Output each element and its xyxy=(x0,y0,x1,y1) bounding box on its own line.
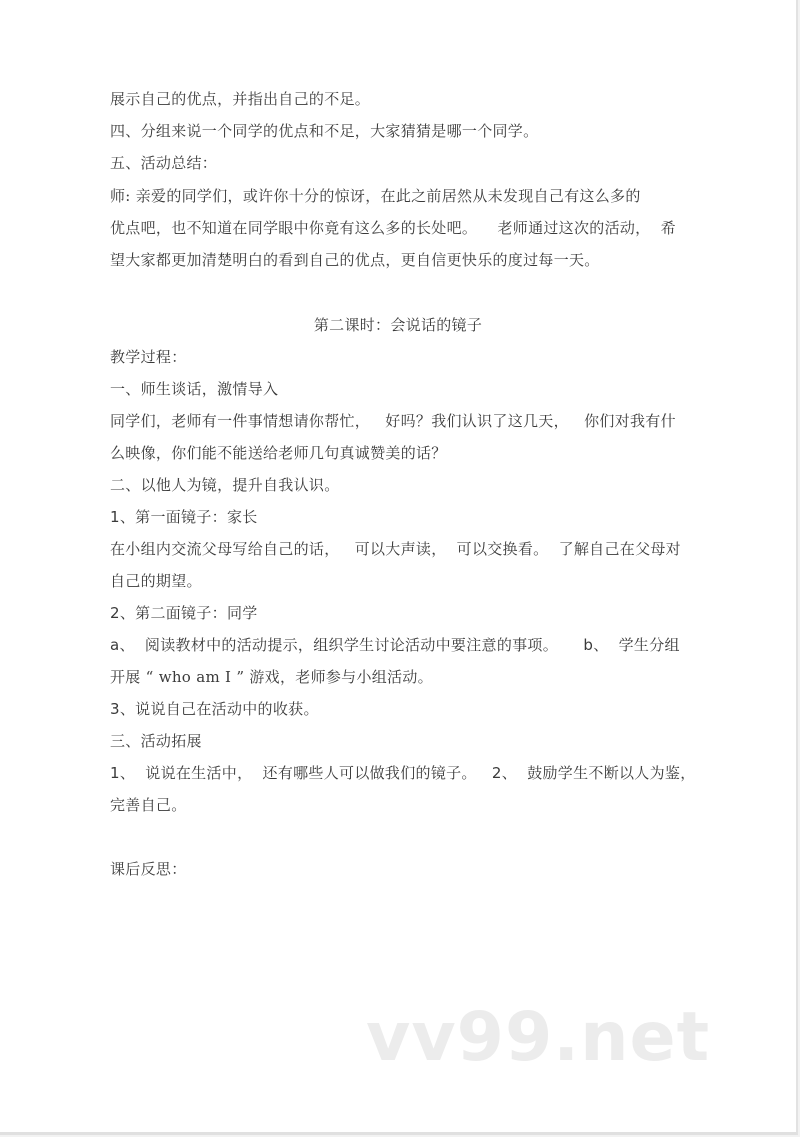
text-line: 优点吧，也不知道在同学眼中你竟有这么多的长处吧。 老师通过这次的活动， 希 xyxy=(110,219,676,237)
section-two-heading: 二、以他人为镜，提升自我认识。 xyxy=(110,476,340,494)
text-line: 开展 “ who am I ” 游戏，老师参与小组活动。 xyxy=(110,668,433,686)
section-three-heading: 三、活动拓展 xyxy=(110,732,202,750)
section-five-heading: 五、活动总结： xyxy=(110,154,218,172)
mirror-one-heading: 1、第一面镜子：家长 xyxy=(110,508,258,526)
section-four-heading: 四、分组来说一个同学的优点和不足，大家猜猜是哪一个同学。 xyxy=(110,122,539,140)
text-line: 3、说说自己在活动中的收获。 xyxy=(110,700,319,718)
reflection-label: 课后反思： xyxy=(110,860,187,878)
text-line: 师: 亲爱的同学们，或许你十分的惊讶，在此之前居然从未发现自己有这么多的 xyxy=(110,187,641,205)
text-line: 完善自己。 xyxy=(110,796,187,814)
mirror-two-heading: 2、第二面镜子：同学 xyxy=(110,604,258,622)
text-line: 同学们，老师有一件事情想请你帮忙， 好吗？我们认识了这几天， 你们对我有什 xyxy=(110,412,676,430)
teaching-process-label: 教学过程： xyxy=(110,348,187,366)
text-line: 自己的期望。 xyxy=(110,572,202,590)
lesson-title: 第二课时：会说话的镜子 xyxy=(313,316,483,334)
section-one-heading: 一、师生谈话，激情导入 xyxy=(110,380,279,398)
text-line: a、 阅读教材中的活动提示，组织学生讨论活动中要注意的事项。 b、 学生分组 xyxy=(110,636,680,654)
text-line: 1、 说说在生活中， 还有哪些人可以做我们的镜子。 2、 鼓励学生不断以人为鉴， xyxy=(110,764,696,782)
text-line: 在小组内交流父母写给自己的话， 可以大声读， 可以交换看。 了解自己在父母对 xyxy=(110,540,681,558)
text-line: 展示自己的优点，并指出自己的不足。 xyxy=(110,90,371,108)
text-line: 望大家都更加清楚明白的看到自己的优点，更自信更快乐的度过每一天。 xyxy=(110,251,600,269)
watermark-logo: vv99.net xyxy=(366,998,711,1077)
text-line: 么映像，你们能不能送给老师几句真诚赞美的话？ xyxy=(110,444,447,462)
